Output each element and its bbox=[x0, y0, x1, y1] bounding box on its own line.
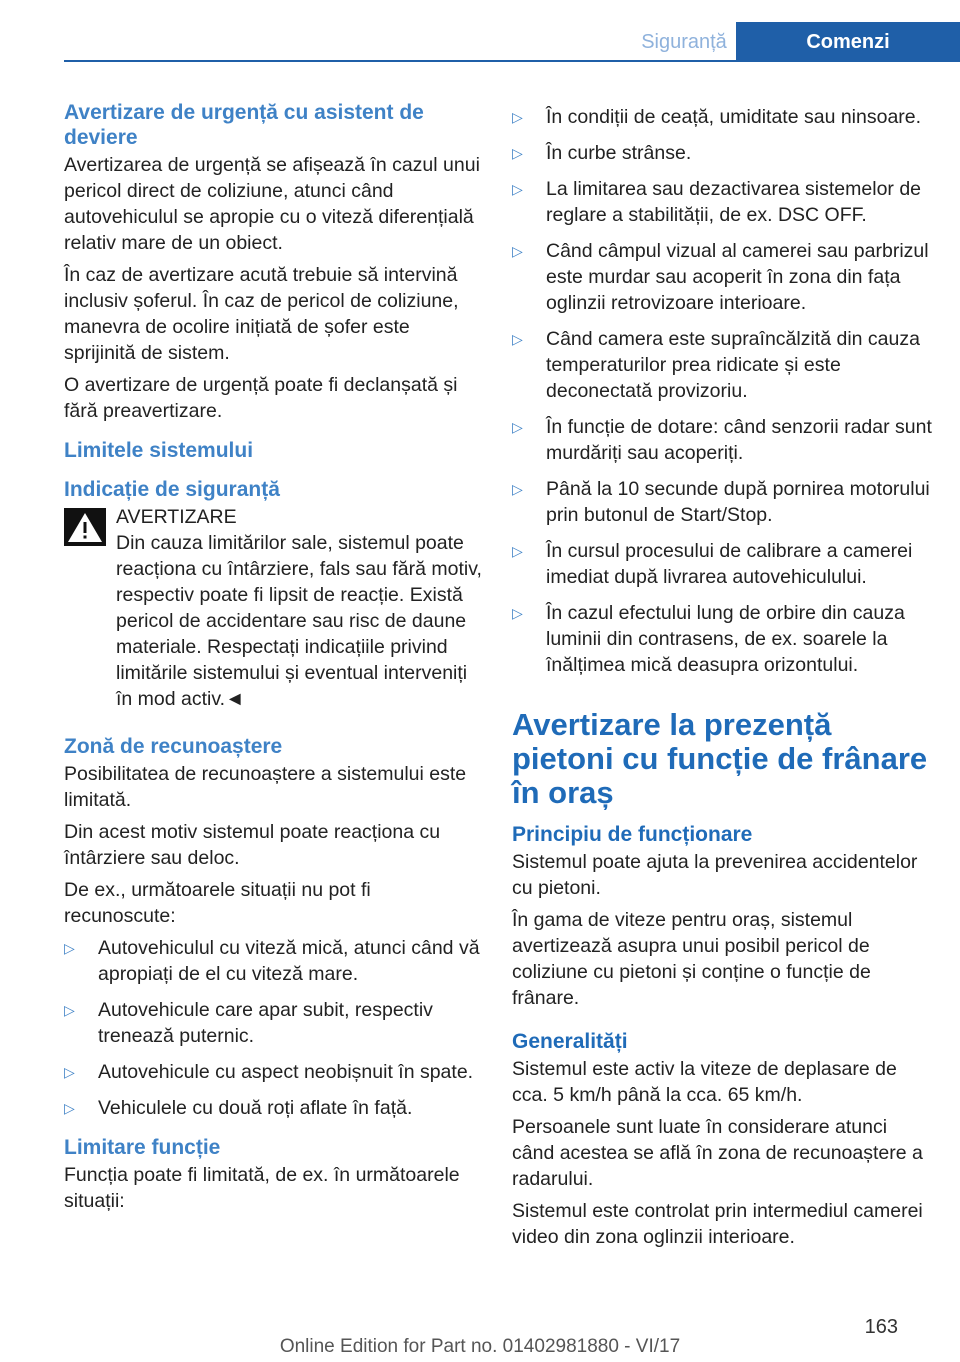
warning-icon bbox=[64, 508, 106, 546]
paragraph: Persoanele sunt luate în considerare atunci când acestea se află în zona de recunoaștere a radarului. bbox=[512, 1116, 923, 1190]
list-item: ▷ La limitarea sau dezactivarea sistemelor de reglare a stabilității, de ex. DSC OFF. bbox=[512, 178, 922, 226]
paragraph: Avertizarea de urgență se afișează în cazul unui pericol direct de coliziune, atunci când autovehiculul se apropie cu o viteză diferențială relativ mare de un obiect. bbox=[64, 154, 480, 254]
list-item: ▷ Autovehicule care apar subit, respectiv trenează puternic. bbox=[64, 999, 433, 1047]
list-item: ▷ Autovehicule cu aspect neobișnuit în spate. bbox=[64, 1061, 474, 1083]
tab-controls[interactable]: Comenzi bbox=[736, 22, 960, 62]
heading-function-limit: Limitare funcție bbox=[64, 1136, 221, 1159]
list-item: ▷ Vehiculele cu două roți aflate în față. bbox=[64, 1097, 413, 1119]
bullet-triangle-icon: ▷ bbox=[512, 145, 523, 161]
left-column bbox=[64, 100, 482, 1220]
paragraph: Funcția poate fi limitată, de ex. în următoarele situații: bbox=[64, 1164, 460, 1212]
bullet-triangle-icon: ▷ bbox=[512, 331, 523, 347]
warning-text: Din cauza limitărilor sale, sistemul poate reacționa cu întârziere, fals sau fără motiv, respectiv poate fi lipsit de reacție. Există pericol de accidentare sau risc de daune materiale. Respectați indicațiile privind limitările sistemului și eventual interveniți în mod activ.◄ bbox=[116, 532, 482, 710]
paragraph: Sistemul este activ la viteze de deplasare de cca. 5 km/h până la cca. 65 km/h. bbox=[512, 1058, 897, 1106]
bullet-triangle-icon: ▷ bbox=[64, 1100, 75, 1116]
paragraph: În caz de avertizare acută trebuie să intervină inclusiv șoferul. În caz de pericol de coliziune, manevra de ocolire inițiată de șofer este sprijinită de sistem. bbox=[64, 264, 459, 364]
bullet-triangle-icon: ▷ bbox=[512, 109, 523, 125]
heading-emergency-warning: Avertizare de urgență cu asistent de deviere bbox=[64, 101, 424, 149]
page-header bbox=[0, 0, 960, 62]
paragraph: Sistemul este controlat prin intermediul camerei video din zona oglinzii interioare. bbox=[512, 1200, 923, 1248]
heading-general: Generalități bbox=[512, 1030, 628, 1053]
heading-safety-note: Indicație de siguranță bbox=[64, 478, 280, 501]
edition-footer: Online Edition for Part no. 01402981880 - VI/17 bbox=[279, 1336, 681, 1357]
bullet-triangle-icon: ▷ bbox=[512, 181, 523, 197]
list-item: ▷ În cursul procesului de calibrare a camerei imediat după livrarea autovehiculului. bbox=[512, 540, 913, 588]
bullet-triangle-icon: ▷ bbox=[512, 481, 523, 497]
right-column bbox=[512, 100, 932, 1256]
heading-operating-principle: Principiu de funcționare bbox=[512, 823, 753, 846]
list-item: ▷ În condiții de ceață, umiditate sau ninsoare. bbox=[512, 106, 922, 128]
heading-pedestrian-warning: Avertizare la prezență pietoni cu funcție de frânare în oraș bbox=[512, 707, 928, 810]
paragraph: De ex., următoarele situații nu pot fi recunoscute: bbox=[64, 879, 371, 927]
bullet-triangle-icon: ▷ bbox=[512, 605, 523, 621]
paragraph: Posibilitatea de recunoaștere a sistemului este limitată. bbox=[64, 763, 467, 811]
heading-system-limits: Limitele sistemului bbox=[64, 439, 254, 462]
bullet-triangle-icon: ▷ bbox=[64, 1064, 75, 1080]
page-number: 163 bbox=[864, 1316, 898, 1338]
paragraph: În gama de viteze pentru oraș, sistemul avertizează asupra unui posibil pericol de coliziune cu pietoni și conține o funcție de frânare. bbox=[512, 909, 871, 1009]
tab-safety[interactable]: Siguranță bbox=[641, 31, 727, 53]
list-item: ▷ Până la 10 secunde după pornirea motorului prin butonul de Start/Stop. bbox=[512, 478, 930, 526]
list-item: ▷ Autovehiculul cu viteză mică, atunci când vă apropiați de el cu viteză mare. bbox=[64, 937, 480, 985]
paragraph: Sistemul poate ajuta la prevenirea accidentelor cu pietoni. bbox=[512, 851, 918, 899]
list-item: ▷ Când camera este supraîncălzită din cauza temperaturilor prea ridicate și este deconectată provizoriu. bbox=[512, 328, 920, 402]
bullet-triangle-icon: ▷ bbox=[64, 940, 75, 956]
warning-box bbox=[64, 504, 482, 712]
bullet-triangle-icon: ▷ bbox=[512, 419, 523, 435]
list-item: ▷ În cazul efectului lung de orbire din cauza luminii din contrasens, de ex. soarele la înălțimea mică deasupra orizontului. bbox=[512, 602, 905, 676]
situation-list bbox=[64, 935, 482, 1121]
list-item: ▷ Când câmpul vizual al camerei sau parbrizul este murdar sau acoperit în zona din fața oglinzii retrovizoare interioare. bbox=[512, 240, 929, 314]
paragraph: Din acest motiv sistemul poate reacționa cu întârziere sau deloc. bbox=[64, 821, 441, 869]
limitation-list bbox=[512, 104, 932, 678]
list-item: ▷ În funcție de dotare: când senzorii radar sunt murdăriți sau acoperiți. bbox=[512, 416, 932, 464]
bullet-triangle-icon: ▷ bbox=[512, 543, 523, 559]
warning-title: AVERTIZARE bbox=[116, 506, 237, 528]
paragraph: O avertizare de urgență poate fi declanșată și fără preavertizare. bbox=[64, 374, 458, 422]
bullet-triangle-icon: ▷ bbox=[512, 243, 523, 259]
list-item: ▷ În curbe strânse. bbox=[512, 142, 692, 164]
bullet-triangle-icon: ▷ bbox=[64, 1002, 75, 1018]
heading-recognition-zone: Zonă de recunoaștere bbox=[64, 735, 283, 758]
